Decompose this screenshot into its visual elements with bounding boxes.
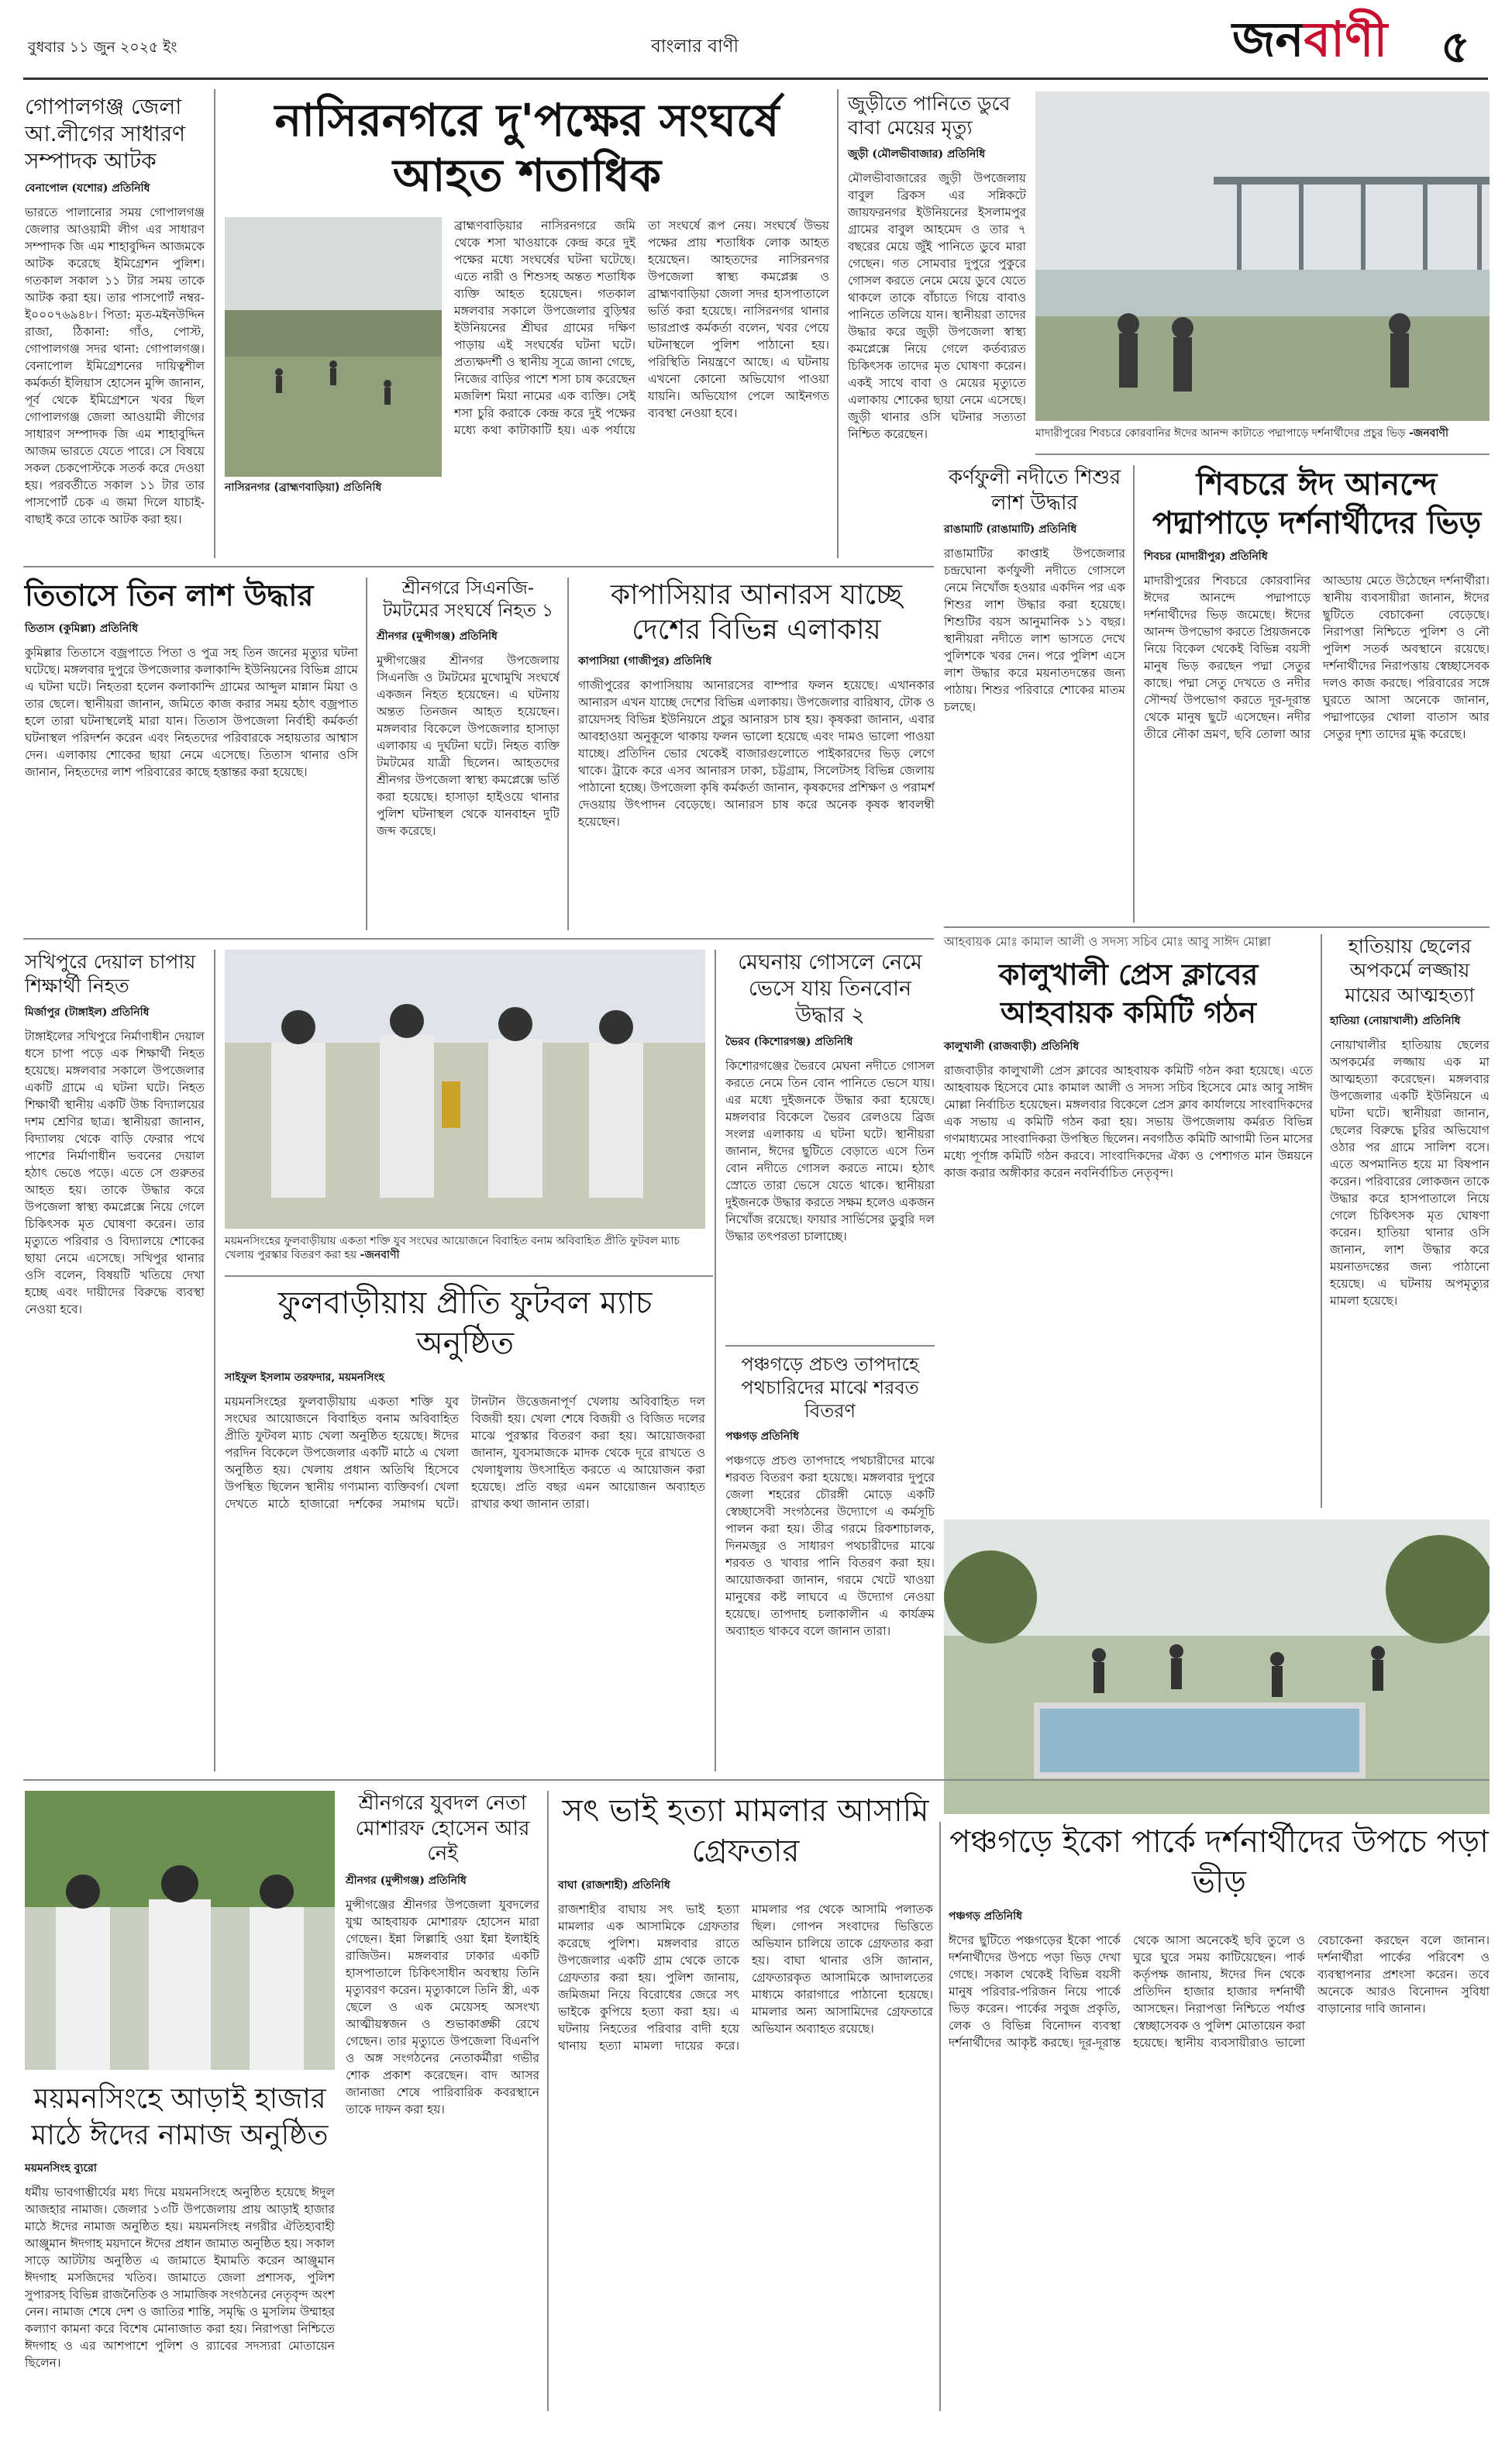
col-rule — [837, 89, 839, 558]
byline: ভৈরব (কিশোরগঞ্জ) প্রতিনিধি — [725, 1036, 853, 1049]
byline: মির্জাপুর (টাঙ্গাইল) প্রতিনিধি — [25, 1005, 150, 1019]
story-shibchar — [1144, 465, 1490, 930]
story-nasirnagar — [225, 93, 829, 558]
byline: পঞ্চগড় প্রতিনিধি — [949, 1910, 1022, 1923]
headline: পঞ্চগড়ে ইকো পার্কে দর্শনার্থীদের উপচে পড়া ভীড় — [949, 1824, 1489, 1900]
headline: শ্রীনগরে যুবদল নেতা মোশারফ হোসেন আর নেই — [355, 1792, 530, 1865]
body-text: মাদারীপুরের শিবচরে কোরবানির ঈদের আনন্দে পদ্মাপাড়ে দর্শনার্থীদের ভিড় জমেছে। ঈদের আনন্দ উপভোগ করতে প্রিয়জনকে নিয়ে বিকেল থেকেই বিভিন্ন বয়সী মানুষ ভিড় করছেন পদ্মা সেতুর কাছে। পদ্মা সেতু দেখতে ও নদীর সৌন্দর্য উপভোগ করতে দূর-দূরান্ত থেকে মানুষ ছুটে এসেছেন। নদীর তীরে নৌকা ভ্রমণ, ছবি তোলা আর আড্ডায় মেতে উঠেছেন দর্শনার্থীরা। স্থানীয় ব্যবসায়ীরা জানান, ঈদের ছুটিতে বেচাকেনা বেড়েছে। নিরাপত্তা নিশ্চিতে পুলিশ ও নৌ পুলিশ সতর্ক অবস্থানে রয়েছে। দর্শনার্থীদের নিরাপত্তায় স্বেচ্ছাসেবক দলও কাজ করছে। পরিবারের সঙ্গে ঘুরতে আসা অনেকে জানান, পদ্মাপাড়ের খোলা বাতাস আর সেতুর দৃশ্য তাদের মুগ্ধ করেছে। — [1144, 574, 1490, 741]
story-sakhipur — [25, 950, 205, 1771]
byline: বেনাপোল (যশোর) প্রতিনিধি — [25, 182, 150, 195]
kicker: আহবায়ক মোঃ কামাল আলী ও সদস্য সচিব মোঃ আবু সাঈদ মোল্লা — [944, 934, 1271, 949]
headline: শ্রীনগরে সিএনজি-টমটমের সংঘর্ষে নিহত ১ — [382, 578, 554, 621]
body-text: ধর্মীয় ভাবগাম্ভীর্যের মধ্য দিয়ে ময়মনসিংহে অনুষ্ঠিত হয়েছে ঈদুল আজহার নামাজ। জেলার ১৩টি উপজেলায় প্রায় আড়াই হাজার মাঠে ঈদের নামাজ অনুষ্ঠিত হয়। ময়মনসিংহ নগরীর ঐতিহ্যবাহী আঞ্জুমান ঈদগাহ ময়দানে ঈদের প্রধান জামাত অনুষ্ঠিত হয়। সকাল সাড়ে আটটায় অনুষ্ঠিত এ জামাতে ইমামতি করেন আঞ্জুমান ঈদগাহ মসজিদের খতিব। জামাতে জেলা প্রশাসক, পুলিশ সুপারসহ বিভিন্ন রাজনৈতিক ও সামাজিক সংগঠনের নেতৃবৃন্দ অংশ নেন। নামাজ শেষে দেশ ও জাতির শান্তি, সমৃদ্ধি ও মুসলিম উম্মাহর কল্যাণ কামনা করে বিশেষ মোনাজাত করা হয়। নিরাপত্তা নিশ্চিতে ঈদগাহ ও এর আশপাশে পুলিশ ও র‍্যাবের সদস্যরা মোতায়েন ছিলেন। — [25, 2185, 335, 2370]
body-text: রাঙামাটির কাপ্তাই উপজেলার চন্দ্রঘোনা কর্ণফুলী নদীতে গোসলে নেমে নিখোঁজ হওয়ার একদিন পর এক শিশুর লাশ উদ্ধার করা হয়েছে। শিশুটির বয়স আনুমানিক ১১ বছর। স্থানীয়রা নদীতে লাশ ভাসতে দেখে পুলিশকে খবর দেন। পরে পুলিশ এসে লাশ উদ্ধার করে ময়নাতদন্তের জন্য পাঠায়। শিশুর পরিবারে শোকের মাতম চলছে। — [944, 547, 1125, 714]
body-text: ঈদের ছুটিতে পঞ্চগড়ের ইকো পার্কে দর্শনার্থীদের উপচে পড়া ভিড় দেখা গেছে। সকাল থেকেই বিভিন্ন বয়সী মানুষ পরিবার-পরিজন নিয়ে পার্কে ভিড় করেন। পার্কের সবুজ প্রকৃতি, লেক ও বিভিন্ন বিনোদন ব্যবস্থা দর্শনার্থীদের আকৃষ্ট করছে। দূর-দূরান্ত থেকে আসা অনেকেই ছবি তুলে ও ঘুরে ঘুরে সময় কাটিয়েছেন। পার্ক কর্তৃপক্ষ জানায়, ঈদের দিন থেকে প্রতিদিন হাজার হাজার দর্শনার্থী আসছেন। নিরাপত্তা নিশ্চিতে পর্যাপ্ত স্বেচ্ছাসেবক ও পুলিশ মোতায়েন করা হয়েছে। স্থানীয় ব্যবসায়ীরাও ভালো বেচাকেনা করছেন বলে জানান। দর্শনার্থীরা পার্কের পরিবেশ ও ব্যবস্থাপনার প্রশংসা করেন। তবে অনেকে আরও বিনোদন সুবিধা বাড়ানোর দাবি জানান। — [949, 1933, 1490, 2050]
row-rule — [225, 1275, 713, 1277]
headline: মেঘনায় গোসলে নেমে ভেসে যায় তিনবোন উদ্ধার ২ — [738, 950, 922, 1027]
story-karnafuli — [944, 465, 1125, 923]
byline: বাঘা (রাজশাহী) প্রতিনিধি — [558, 1879, 670, 1892]
body-text: রাজশাহীর বাঘায় সৎ ভাই হত্যা মামলার এক আসামিকে গ্রেফতার করেছে পুলিশ। মঙ্গলবার রাতে উপজেলার একটি গ্রাম থেকে তাকে গ্রেফতার করা হয়। পুলিশ জানায়, জমিজমা নিয়ে বিরোধের জেরে সৎ ভাইকে কুপিয়ে হত্যা করা হয়। এ ঘটনায় নিহতের পরিবার বাদী হয়ে থানায় হত্যা মামলা দায়ের করে। মামলার পর থেকে আসামি পলাতক ছিল। গোপন সংবাদের ভিত্তিতে অভিযান চালিয়ে তাকে গ্রেফতার করা হয়। বাঘা থানার ওসি জানান, গ্রেফতারকৃত আসামিকে আদালতের মাধ্যমে কারাগারে পাঠানো হয়েছে। মামলার অন্য আসামিদের গ্রেফতারে অভিযান অব্যাহত রয়েছে। — [558, 1902, 933, 2053]
headline: পঞ্চগড়ে প্রচণ্ড তাপদাহে পথচারিদের মাঝে শরবত বিতরণ — [741, 1354, 919, 1422]
col-rule — [547, 1791, 549, 2411]
body-text: গাজীপুরের কাপাসিয়ায় আনারসের বাম্পার ফলন হয়েছে। এখানকার আনারস এখন যাচ্ছে দেশের বিভিন্ন এলাকায়। উপজেলার বারিষাব, টোক ও রায়েদসহ বিভিন্ন ইউনিয়নে প্রচুর আনারস চাষ হয়। কৃষকরা জানান, এবার আবহাওয়া অনুকূলে থাকায় ফলন ভালো হয়েছে এবং দামও ভালো পাওয়া যাচ্ছে। প্রতিদিন ভোর থেকেই বাজারগুলোতে পাইকারদের ভিড় লেগে থাকে। ট্রাকে করে এসব আনারস ঢাকা, চট্টগ্রাম, সিলেটসহ বিভিন্ন জেলায় পাঠানো হচ্ছে। উপজেলা কৃষি কর্মকর্তা জানান, কৃষকদের প্রশিক্ষণ ও পরামর্শ দেওয়ায় উৎপাদন বেড়েছে। আনারস চাষ করে অনেক কৃষক স্বাবলম্বী হয়েছেন। — [578, 678, 935, 829]
row-rule — [1035, 454, 1490, 455]
row-rule — [725, 1345, 935, 1347]
headline: গোপালগঞ্জ জেলা আ.লীগের সাধারণ সম্পাদক আটক — [25, 94, 186, 174]
logo-part-1: জন — [1232, 11, 1304, 67]
body-text: নোয়াখালীর হাতিয়ায় ছেলের অপকর্মের লজ্জায় এক মা আত্মহত্যা করেছেন। মঙ্গলবার উপজেলার একটি ইউনিয়নে এ ঘটনা ঘটে। স্থানীয়রা জানান, ছেলের বিরুদ্ধে চুরির অভিযোগ ওঠার পর গ্রামে সালিশ বসে। এতে অপমানিত হয়ে মা বিষপান করেন। পরিবারের লোকজন তাকে উদ্ধার করে হাসপাতালে নিয়ে গেলে চিকিৎসক মৃত ঘোষণা করেন। হাতিয়া থানার ওসি জানান, লাশ উদ্ধার করে ময়নাতদন্তের জন্য পাঠানো হয়েছে। এ ঘটনায় অপমৃত্যুর মামলা হয়েছে। — [1330, 1037, 1490, 1308]
headline: তিতাসে তিন লাশ উদ্ধার — [25, 578, 314, 612]
headline: কালুখালী প্রেস ক্লাবের আহবায়ক কমিটি গঠন — [998, 957, 1259, 1030]
row-rule — [23, 938, 934, 940]
body-text: মুন্সীগঞ্জের শ্রীনগর উপজেলা যুবদলের যুগ্ম আহবায়ক মোশারফ হোসেন মারা গেছেন। ইন্না লিল্লাহি ওয়া ইন্না ইলাইহি রাজিউন। মঙ্গলবার ঢাকার একটি হাসপাতালে চিকিৎসাধীন অবস্থায় তিনি মৃত্যুবরণ করেন। মৃত্যুকালে তিনি স্ত্রী, এক ছেলে ও এক মেয়েসহ অসংখ্য আত্মীয়স্বজন ও শুভাকাঙ্ক্ষী রেখে গেছেন। তার মৃত্যুতে উপজেলা বিএনপি ও অঙ্গ সংগঠনের নেতাকর্মীরা গভীর শোক প্রকাশ করেছেন। বাদ আসর জানাজা শেষে পারিবারিক কবরস্থানে তাকে দাফন করা হয়। — [346, 1897, 539, 2116]
story-kalukhali — [944, 934, 1313, 1508]
headline: সৎ ভাই হত্যা মামলার আসামি গ্রেফতার — [562, 1793, 929, 1869]
story-titas — [25, 578, 358, 934]
col-rule — [1133, 465, 1135, 923]
headline: জুড়ীতে পানিতে ডুবে বাবা মেয়ের মৃত্যু — [848, 92, 1011, 140]
body-text: কুমিল্লার তিতাসে বজ্রপাতে পিতা ও পুত্র সহ তিন জনের মৃত্যুর ঘটনা ঘটেছে। মঙ্গলবার দুপুরে উপজেলার কলাকান্দি ইউনিয়নের বিভিন্ন গ্রামে এ ঘটনা ঘটে। নিহতরা হলেন কলাকান্দি গ্রামের আব্দুল মান্নান মিয়া ও তার ছেলে। স্থানীয়রা জানান, জমিতে কাজ করার সময় হঠাৎ বজ্রপাত হলে তারা ঘটনাস্থলেই মারা যান। তিতাস উপজেলা নির্বাহী কর্মকর্তা ঘটনাস্থল পরিদর্শন করেন এবং নিহতদের পরিবারকে সহায়তার আশ্বাস দেন। এলাকায় শোকের ছায়া নেমে এসেছে। তিতাস থানার ওসি জানান, নিহতদের লাশ পরিবারের কাছে হস্তান্তর করা হয়েছে। — [25, 645, 358, 779]
byline: হাতিয়া (নোয়াখালী) প্রতিনিধি — [1330, 1014, 1461, 1027]
byline: কালুখালী (রাজবাড়ী) প্রতিনিধি — [944, 1040, 1080, 1053]
lead-photo-caption: নাসিরনগর (ব্রাহ্মণবাড়িয়া) প্রতিনিধি — [225, 481, 382, 494]
byline: কাপাসিয়া (গাজীপুর) প্রতিনিধি — [578, 655, 712, 667]
byline: পঞ্চগড় প্রতিনিধি — [725, 1430, 799, 1443]
row-rule — [23, 1779, 1490, 1781]
story-mymensingh — [25, 2082, 335, 2415]
page-number: ৫ — [1441, 20, 1470, 73]
headline: ফুলবাড়ীয়ায় প্রীতি ফুটবল ম্যাচ অনুষ্ঠিত — [277, 1285, 653, 1361]
padma-bridge-photo — [1035, 91, 1490, 421]
headline: সখিপুরে দেয়াল চাপায় শিক্ষার্থী নিহত — [25, 950, 196, 998]
byline: ময়মনসিংহ ব্যুরো — [25, 2161, 97, 2175]
story-phulbaria — [225, 1283, 705, 1771]
body-text: কিশোরগঞ্জের ভৈরবে মেঘনা নদীতে গোসল করতে নেমে তিন বোন পানিতে ভেসে যায়। এর মধ্যে দুইজনকে উদ্ধার করা হয়েছে। মঙ্গলবার বিকেলে ভৈরব রেলওয়ে ব্রিজ সংলগ্ন এলাকায় এ ঘটনা ঘটে। স্থানীয়রা জানান, ঈদের ছুটিতে বেড়াতে এসে তিন বোন নদীতে গোসল করতে নামে। হঠাৎ স্রোতে তারা ভেসে যেতে থাকে। স্থানীয়রা দুইজনকে উদ্ধার করতে সক্ষম হলেও একজন নিখোঁজ রয়েছে। ফায়ার সার্ভিসের ডুবুরি দল উদ্ধার তৎপরতা চালাচ্ছে। — [725, 1059, 935, 1244]
story-srinagar-obituary — [346, 1791, 539, 2411]
col-rule — [214, 89, 215, 558]
body-text: রাজবাড়ীর কালুখালী প্রেস ক্লাবের আহবায়ক কমিটি গঠন করা হয়েছে। এতে আহবায়ক হিসেবে মোঃ কামাল আলী ও সদস্য সচিব হিসেবে মোঃ আবু সাঈদ মোল্লা নির্বাচিত হয়েছেন। মঙ্গলবার বিকেলে প্রেস ক্লাব কার্যালয়ে সাংবাদিকদের এক সভায় এ কমিটি গঠন করা হয়। সভায় উপজেলায় কর্মরত বিভিন্ন গণমাধ্যমের সাংবাদিকরা উপস্থিত ছিলেন। নবগঠিত কমিটি আগামী তিন মাসের মধ্যে পূর্ণাঙ্গ কমিটি গঠন করবে। সাংবাদিকদের ঐক্য ও পেশাগত মান উন্নয়নে কাজ করার অঙ্গীকার করেন নবনির্বাচিত নেতৃবৃন্দ। — [944, 1063, 1313, 1180]
row-rule — [23, 566, 934, 567]
byline: শিবচর (মাদারীপুর) প্রতিনিধি — [1144, 550, 1268, 563]
story-hatiya — [1330, 934, 1490, 1508]
caption-credit: -জনবাণী — [360, 1249, 400, 1262]
row-rule — [944, 926, 1490, 928]
byline: শ্রীনগর (মুন্সীগঞ্জ) প্রতিনিধি — [346, 1874, 467, 1887]
masthead-logo — [1232, 11, 1388, 67]
col-rule — [214, 950, 215, 1771]
story-panchagarh-sherbet — [725, 1353, 935, 1771]
football-photo-caption — [225, 1234, 705, 1262]
headline: কর্ণফুলী নদীতে শিশুর লাশ উদ্ধার — [948, 466, 1121, 515]
byline: জুড়ী (মৌলভীবাজার) প্রতিনিধি — [848, 147, 986, 160]
prize-ceremony-image — [225, 950, 705, 1229]
caption-credit: -জনবাণী — [1408, 427, 1448, 440]
body-text: ময়মনসিংহের ফুলবাড়ীয়ায় একতা শক্তি যুব সংঘের আয়োজনে বিবাহিত বনাম অবিবাহিত প্রীতি ফুটবল ম্যাচ খেলা অনুষ্ঠিত হয়েছে। ঈদের পরদিন বিকেলে উপজেলার একটি মাঠে এ খেলা অনুষ্ঠিত হয়। খেলায় প্রধান অতিথি হিসেবে উপস্থিত ছিলেন স্থানীয় গণ্যমান্য ব্যক্তিবর্গ। খেলা দেখতে মাঠে হাজারো দর্শকের সমাগম ঘটে। টানটান উত্তেজনাপূর্ণ খেলায় অবিবাহিত দল বিজয়ী হয়। খেলা শেষে বিজয়ী ও বিজিত দলের মাঝে পুরস্কার বিতরণ করা হয়। আয়োজকরা জানান, যুবসমাজকে মাদক থেকে দূরে রাখতে ও খেলাধুলায় উৎসাহিত করতে এ আয়োজন করা হয়েছে। প্রতি বছর এমন আয়োজন অব্যাহত রাখার কথা জানান তারা। — [225, 1395, 705, 1511]
headline: হাতিয়ায় ছেলের অপকর্মে লজ্জায় মায়ের আত্মহত্যা — [1345, 935, 1475, 1006]
col-rule — [939, 1822, 941, 2411]
body-text: মুন্সীগঞ্জের শ্রীনগর উপজেলায় সিএনজি ও টমটমের মুখোমুখি সংঘর্ষে একজন নিহত হয়েছেন। এ ঘটনায় অন্তত তিনজন আহত হয়েছেন। মঙ্গলবার বিকেলে উপজেলার হাসাড়া এলাকায় এ দুর্ঘটনা ঘটে। নিহত ব্যক্তি টমটমের যাত্রী ছিলেন। আহতদের শ্রীনগর উপজেলা স্বাস্থ্য কমপ্লেক্সে ভর্তি করা হয়েছে। হাসাড়া হাইওয়ে থানার পুলিশ ঘটনাস্থল থেকে যানবাহন দুটি জব্দ করেছে। — [377, 653, 560, 838]
byline: রাঙামাটি (রাঙামাটি) প্রতিনিধি — [944, 523, 1077, 536]
story-bagha — [558, 1791, 933, 2411]
field-photo-image — [225, 217, 442, 477]
lead-photo — [225, 217, 442, 477]
eid-prayer-image — [25, 1791, 335, 2070]
caption-text: ময়মনসিংহের ফুলবাড়ীয়ায় একতা শক্তি যুব সংঘের আয়োজনে বিবাহিত বনাম অবিবাহিত প্রীতি ফুটবল ম্যাচ খেলায় পুরস্কার বিতরণ করা হয় — [225, 1235, 680, 1262]
headline: ময়মনসিংহে আড়াই হাজার মাঠে ঈদের নামাজ অনুষ্ঠিত — [31, 2083, 329, 2151]
col-rule — [567, 578, 569, 930]
col-rule — [1321, 934, 1322, 1508]
logo-part-2: বাণী — [1304, 11, 1388, 67]
col-rule — [366, 578, 367, 930]
body-text: টাঙ্গাইলের সখিপুরে নির্মাণাধীন দেয়াল ধসে চাপা পড়ে এক শিক্ষার্থী নিহত হয়েছে। মঙ্গলবার সকালে উপজেলার একটি গ্রামে এ ঘটনা ঘটে। নিহত শিক্ষার্থী স্থানীয় একটি উচ্চ বিদ্যালয়ের দশম শ্রেণির ছাত্র। স্থানীয়রা জানান, বিদ্যালয় থেকে বাড়ি ফেরার পথে পাশের নির্মাণাধীন ভবনের দেয়াল হঠাৎ ভেঙে পড়ে। এতে সে গুরুতর আহত হয়। তাকে উদ্ধার করে উপজেলা স্বাস্থ্য কমপ্লেক্সে নিয়ে গেলে চিকিৎসক মৃত ঘোষণা করেন। তার মৃত্যুতে পরিবার ও বিদ্যালয়ে শোকের ছায়া নেমে এসেছে। সখিপুর থানার ওসি বলেন, বিষয়টি খতিয়ে দেখা হচ্ছে এবং দায়ীদের বিরুদ্ধে ব্যবস্থা নেওয়া হবে। — [25, 1029, 205, 1316]
body-text: পঞ্চগড়ে প্রচণ্ড তাপদাহে পথচারীদের মাঝে শরবত বিতরণ করা হয়েছে। মঙ্গলবার দুপুরে জেলা শহরের চৌরঙ্গী মোড়ে একটি স্বেচ্ছাসেবী সংগঠনের উদ্যোগে এ কর্মসূচি পালন করা হয়। তীব্র গরমে রিকশাচালক, দিনমজুর ও সাধারণ পথচারীদের মাঝে শরবত ও খাবার পানি বিতরণ করা হয়। আয়োজকরা জানান, গরমে খেটে খাওয়া মানুষের কষ্ট লাঘবে এ উদ্যোগ নেওয়া হয়েছে। তাপদাহ চলাকালীন এ কার্যক্রম অব্যাহত থাকবে বলে জানান তারা। — [725, 1454, 935, 1638]
header-section: বাংলার বাণী — [651, 36, 739, 57]
lead-body: ব্রাহ্মণবাড়িয়ার নাসিরনগরে জমি থেকে শসা খাওয়াকে কেন্দ্র করে দুই পক্ষের মধ্যে সংঘর্ষের ঘটনা ঘটেছে। এতে নারী ও শিশুসহ অন্তত শতাধিক ব্যক্তি আহত হয়েছেন। গতকাল মঙ্গলবার সকালে উপজেলার বুড়িশ্বর ইউনিয়নের শ্রীঘর গ্রামের দক্ষিণ পাড়ায় এই সংঘর্ষের ঘটনা ঘটে। প্রত্যক্ষদর্শী ও স্থানীয় সূত্রে জানা গেছে, নিজের বাড়ির পাশে শসা চাষ করেছেন মজলিশ মিয়া নামের এক ব্যক্তি। সেই শসা চুরি করাকে কেন্দ্র করে দুই পক্ষের মধ্যে কথা কাটাকাটি হয়। এক পর্যায়ে তা সংঘর্ষে রূপ নেয়। সংঘর্ষে উভয় পক্ষের প্রায় শতাধিক লোক আহত হয়েছেন। আহতদের নাসিরনগর উপজেলা স্বাস্থ্য কমপ্লেক্স ও ব্রাহ্মণবাড়িয়া জেলা সদর হাসপাতালে ভর্তি করা হয়েছে। নাসিরনগর থানার ভারপ্রাপ্ত কর্মকর্তা বলেন, খবর পেয়ে ঘটনাস্থলে পুলিশ পাঠানো হয়। পরিস্থিতি নিয়ন্ত্রণে আছে। এ ঘটনায় এখনো কোনো অভিযোগ পাওয়া যায়নি। অভিযোগ পেলে আইনগত ব্যবস্থা নেওয়া হবে। — [454, 219, 829, 437]
body-text: ভারতে পালানোর সময় গোপালগঞ্জ জেলার আওয়ামী লীগ এর সাধারণ সম্পাদক জি এম শাহাবুদ্দিন আজমকে আটক করেছে ইমিগ্রেশন পুলিশ। গতকাল সকাল ১১ টার সময় তাকে আটক করা হয়। তার পাসপোর্ট নম্বর-ই০০০৭৬৯৪৮। পিতা: মৃত-মইনউদ্দিন রাজা, ঠিকানা: গাঁও, পোস্ট, গোপালগঞ্জ সদর থানা: গোপালগঞ্জ। বেনাপোল ইমিগ্রেশনের দায়িত্বশীল কর্মকর্তা ইলিয়াস হোসেন মুন্সি জানান, পূর্ব থেকে ইমিগ্রেশনে খবর ছিল গোপালগঞ্জ জেলা আওয়ামী লীগের সাধারণ সম্পাদক জি এম শাহাবুদ্দিন আজম ভারতে যেতে পারে। সে বিষয়ে সকল চেকপোস্টকে সতর্ক করে দেওয়া হয়। পরবর্তীতে সকাল ১১ টার তার পাসপোর্ট চেক এ জমা দিলে যাচাই-বাছাই করে তাকে আটক করা হয়। — [25, 205, 205, 526]
eco-park-photo — [944, 1519, 1490, 1814]
byline: শ্রীনগর (মুন্সীগঞ্জ) প্রতিনিধি — [377, 629, 498, 643]
headline: শিবচরে ঈদ আনন্দে পদ্মাপাড়ে দর্শনার্থীদের ভিড় — [1152, 467, 1482, 541]
header-rule — [23, 78, 1488, 80]
byline: সাইফুল ইসলাম তরফদার, ময়মনসিংহ — [225, 1371, 384, 1384]
col-rule — [715, 950, 716, 1771]
story-kapasia — [578, 578, 935, 934]
body-text: মৌলভীবাজারের জুড়ী উপজেলায় বাবুল ব্রিকস এর সন্নিকটে জায়ফরনগর ইউনিয়নের ইসলামপুর গ্রামের বাবুল আহমেদ ও তার ৭ বছরের মেয়ে জুঁই পানিতে ডুবে মারা গেছেন। গত সোমবার দুপুরে পুকুরে গোসল করতে নেমে মেয়ে ডুবে যেতে থাকলে তাকে বাঁচাতে গিয়ে বাবাও পানিতে তলিয়ে যান। স্থানীয়রা তাদের উদ্ধার করে জুড়ী উপজেলা স্বাস্থ্য কমপ্লেক্সে নিয়ে গেলে কর্তব্যরত চিকিৎসক তাদের মৃত ঘোষণা করেন। একই সাথে বাবা ও মেয়ের মৃত্যুতে এলাকায় শোকের ছায়া নেমে এসেছে। জুড়ী থানার ওসি ঘটনার সত্যতা নিশ্চিত করেছেন। — [848, 171, 1026, 441]
football-prize-photo — [225, 950, 705, 1229]
eco-park-image — [944, 1519, 1490, 1814]
story-panchagarh-ecopark — [949, 1822, 1490, 2419]
headline: কাপাসিয়ার আনারস যাচ্ছে দেশের বিভিন্ন এলাকায় — [610, 579, 903, 646]
lead-headline: নাসিরনগরে দু'পক্ষের সংঘর্ষে আহত শতাধিক — [274, 94, 780, 202]
story-srinagar-accident — [377, 578, 560, 934]
byline: তিতাস (কুমিল্লা) প্রতিনিধি — [25, 622, 139, 635]
story-meghna — [725, 950, 935, 1337]
header-date: বুধবার ১১ জুন ২০২৫ ইং — [28, 39, 177, 56]
eid-prayer-photo — [25, 1791, 335, 2070]
story-gopalganj — [25, 93, 205, 558]
padma-photo-caption — [1035, 426, 1490, 440]
bridge-image — [1035, 91, 1490, 421]
caption-text: মাদারীপুরের শিবচরে কোরবানির ঈদের আনন্দ কাটাতে পদ্মাপাড়ে দর্শনার্থীদের প্রচুর ভিড় — [1035, 427, 1406, 440]
